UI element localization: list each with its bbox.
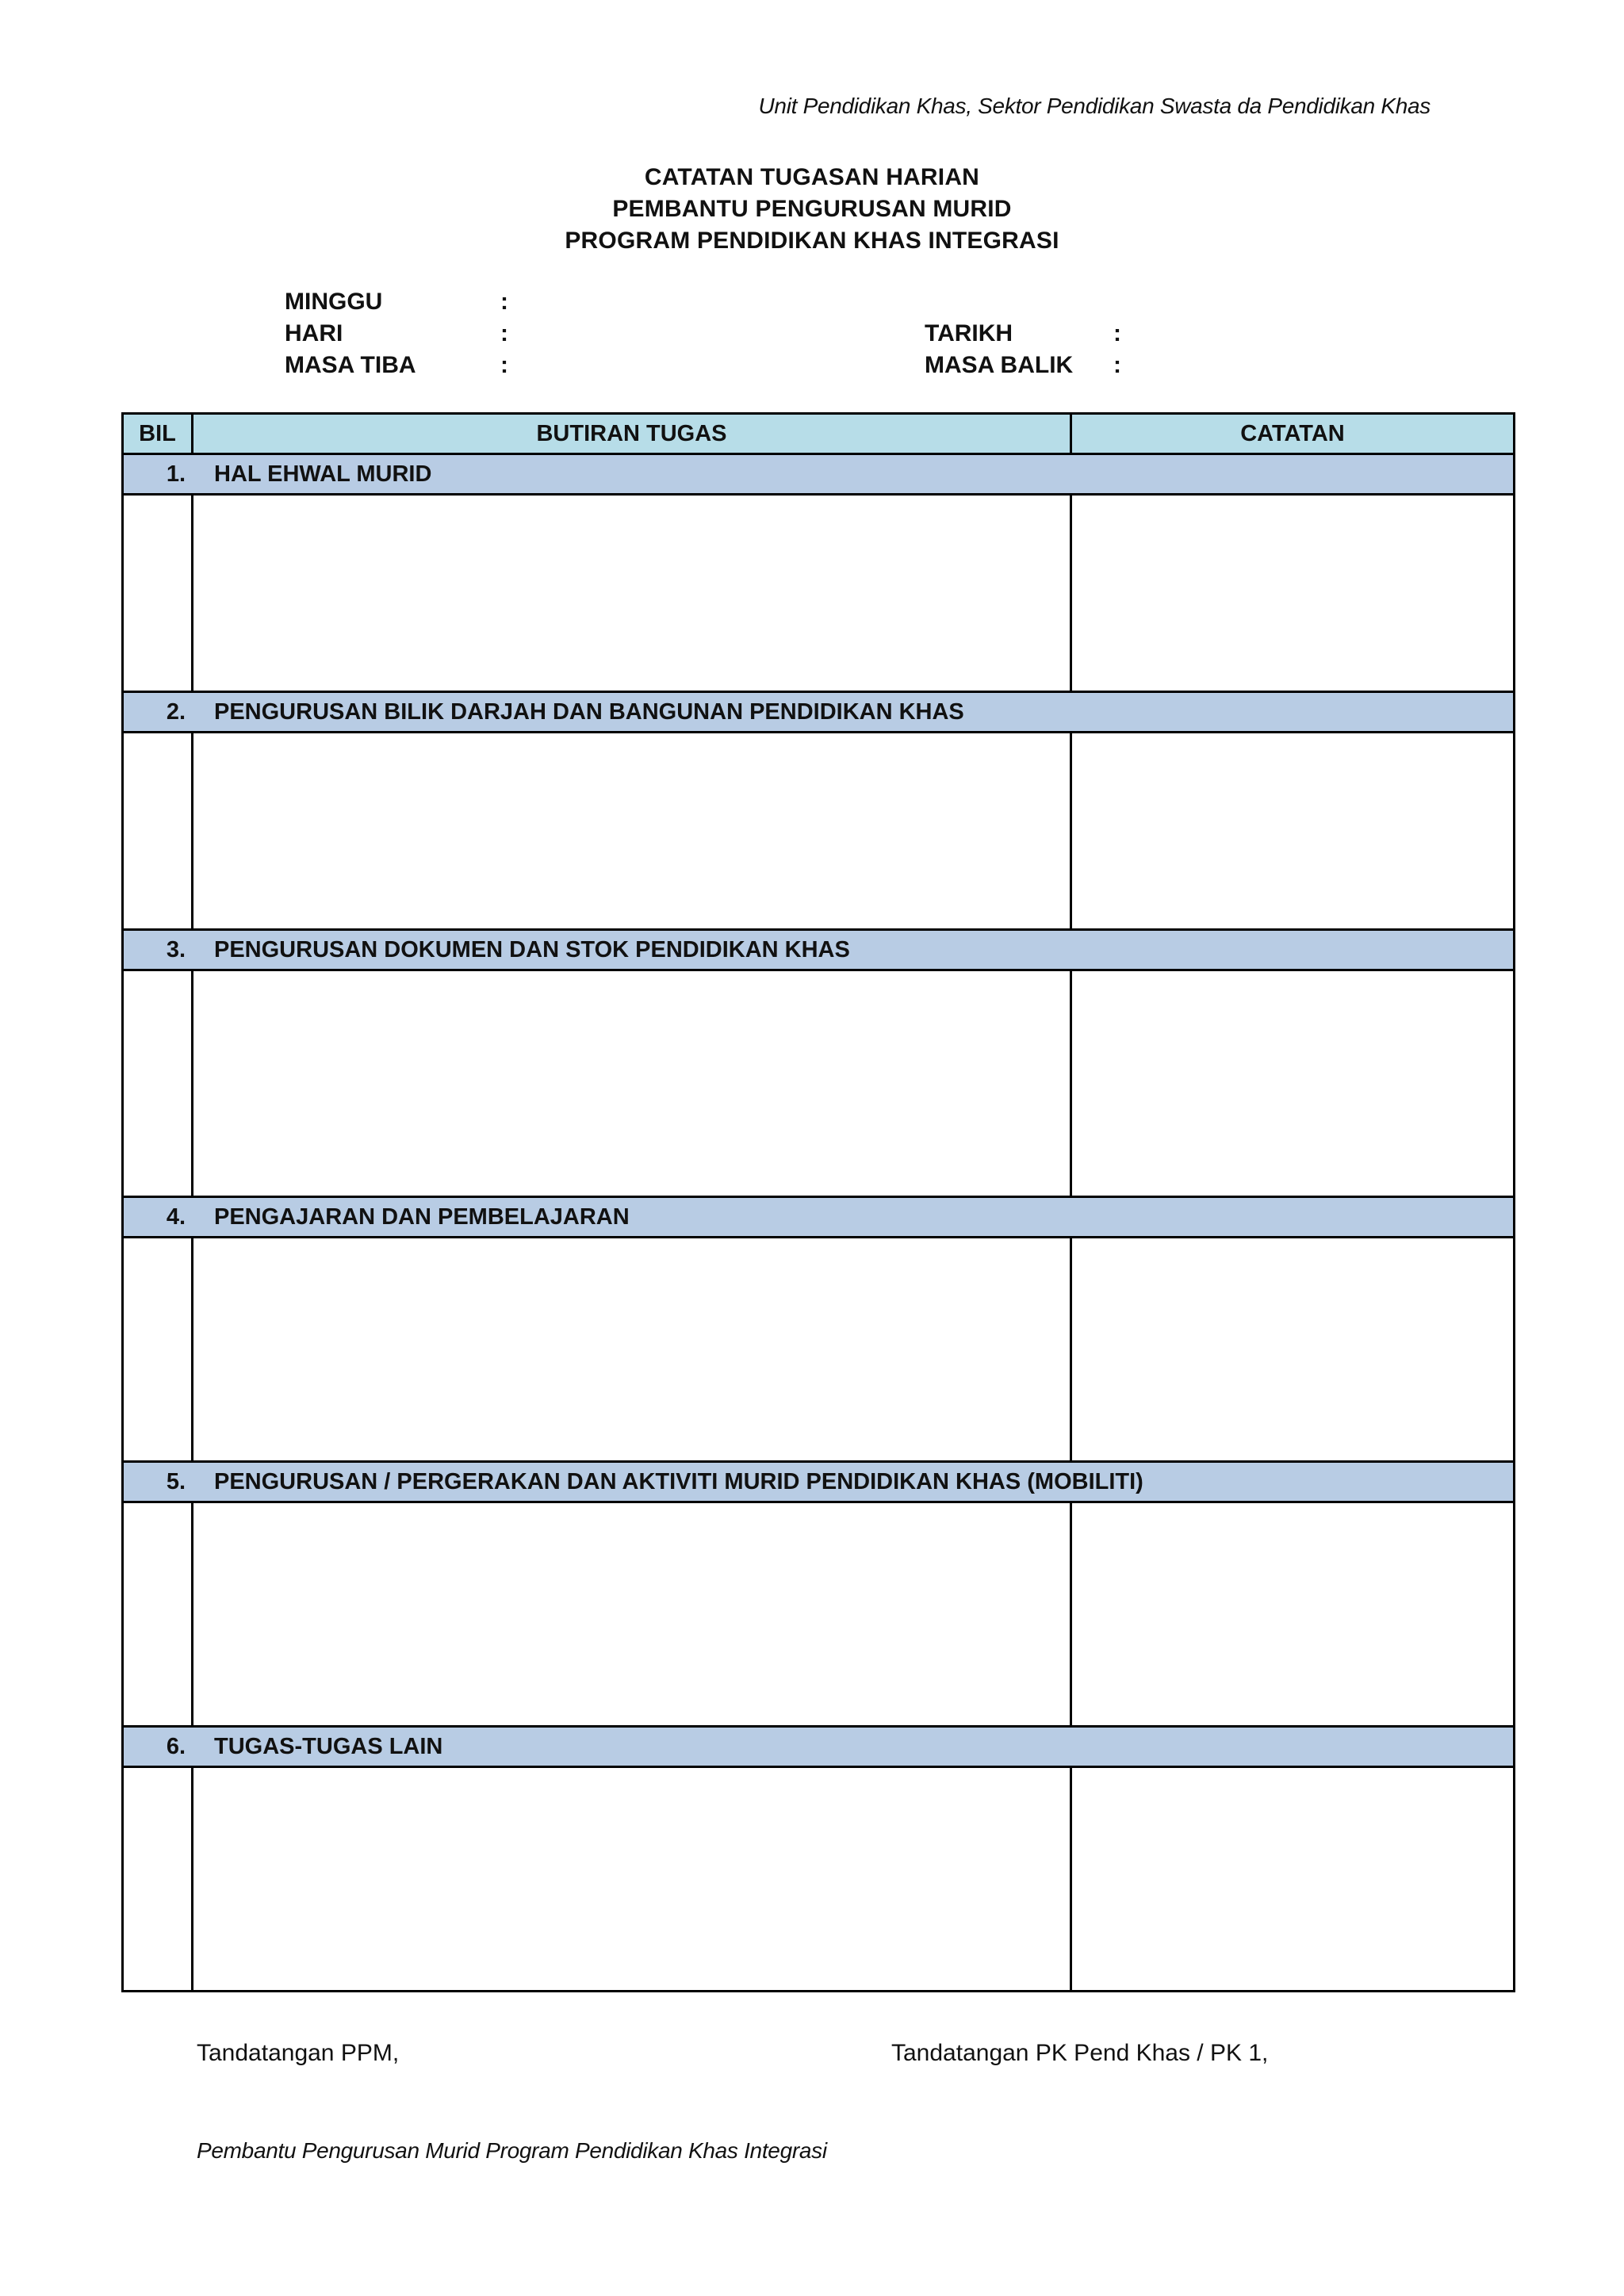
hari-colon: : [500, 320, 508, 346]
masa-balik-label: MASA BALIK [925, 352, 1074, 378]
section-entry-row [123, 1502, 1515, 1727]
butiran-cell[interactable] [193, 970, 1071, 1197]
butiran-cell[interactable] [193, 1767, 1071, 1992]
meta-hari-row [285, 318, 602, 350]
section-row [123, 692, 1515, 733]
section-row [123, 1462, 1515, 1502]
section-title: PENGAJARAN DAN PEMBELAJARAN [214, 1203, 630, 1230]
section-entry-row [123, 733, 1515, 930]
section-entry-row [123, 970, 1515, 1197]
signature-ppm: Tandatangan PPM, [197, 2040, 400, 2066]
meta-masa-balik-row [925, 350, 1242, 381]
bil-cell[interactable] [123, 970, 193, 1197]
section-title: HAL EHWAL MURID [214, 461, 432, 487]
meta-masa-tiba-row [285, 350, 602, 381]
section-title: TUGAS-TUGAS LAIN [214, 1733, 443, 1759]
bil-header: BIL [123, 414, 193, 454]
hari-label: HARI [285, 320, 343, 346]
section-number: 1. [166, 461, 186, 487]
masa-tiba-colon: : [500, 352, 508, 378]
catatan-cell[interactable] [1071, 733, 1515, 930]
section-number: 3. [166, 936, 186, 962]
catatan-header: CATATAN [1071, 414, 1515, 454]
section-title: PENGURUSAN DOKUMEN DAN STOK PENDIDIKAN KHAS [214, 936, 850, 962]
task-table [121, 412, 1515, 1992]
title-line-3: PROGRAM PENDIDIKAN KHAS INTEGRASI [565, 228, 1059, 254]
table-header-row [123, 414, 1515, 454]
minggu-label: MINGGU [285, 289, 383, 315]
section-number: 6. [166, 1733, 186, 1759]
section-number: 2. [166, 698, 186, 725]
meta-minggu-row [285, 286, 602, 318]
bil-cell[interactable] [123, 1502, 193, 1727]
butiran-cell[interactable] [193, 1502, 1071, 1727]
section-row [123, 454, 1515, 495]
signature-pk: Tandatangan PK Pend Khas / PK 1, [891, 2040, 1269, 2066]
butiran-cell[interactable] [193, 733, 1071, 930]
title-line-1: CATATAN TUGASAN HARIAN [644, 164, 980, 190]
tarikh-colon: : [1113, 320, 1121, 346]
section-entry-row [123, 1767, 1515, 1992]
unit-header: Unit Pendidikan Khas, Sektor Pendidikan Swasta da Pendidikan Khas [758, 94, 1431, 118]
footer-text: Pembantu Pengurusan Murid Program Pendidikan Khas Integrasi [197, 2138, 827, 2163]
bil-cell[interactable] [123, 1238, 193, 1462]
section-number: 5. [166, 1468, 186, 1494]
section-title: PENGURUSAN BILIK DARJAH DAN BANGUNAN PENDIDIKAN KHAS [214, 698, 964, 725]
masa-balik-colon: : [1113, 352, 1121, 378]
butiran-header: BUTIRAN TUGAS [193, 414, 1071, 454]
catatan-cell[interactable] [1071, 1502, 1515, 1727]
document-title [0, 162, 1624, 257]
meta-right-block [925, 318, 1242, 381]
catatan-cell[interactable] [1071, 970, 1515, 1197]
catatan-cell[interactable] [1071, 1767, 1515, 1992]
section-row [123, 1197, 1515, 1238]
butiran-cell[interactable] [193, 1238, 1071, 1462]
section-entry-row [123, 1238, 1515, 1462]
section-row [123, 1727, 1515, 1767]
section-number: 4. [166, 1203, 186, 1230]
tarikh-label: TARIKH [925, 320, 1013, 346]
meta-tarikh-row [925, 318, 1242, 350]
butiran-cell[interactable] [193, 495, 1071, 692]
minggu-colon: : [500, 289, 508, 315]
bil-cell[interactable] [123, 1767, 193, 1992]
catatan-cell[interactable] [1071, 495, 1515, 692]
bil-cell[interactable] [123, 733, 193, 930]
catatan-cell[interactable] [1071, 1238, 1515, 1462]
bil-cell[interactable] [123, 495, 193, 692]
masa-tiba-label: MASA TIBA [285, 352, 416, 378]
title-line-2: PEMBANTU PENGURUSAN MURID [612, 196, 1012, 222]
section-entry-row [123, 495, 1515, 692]
section-title: PENGURUSAN / PERGERAKAN DAN AKTIVITI MURID PENDIDIKAN KHAS (MOBILITI) [214, 1468, 1143, 1494]
meta-left-block [285, 286, 602, 381]
section-row [123, 930, 1515, 970]
